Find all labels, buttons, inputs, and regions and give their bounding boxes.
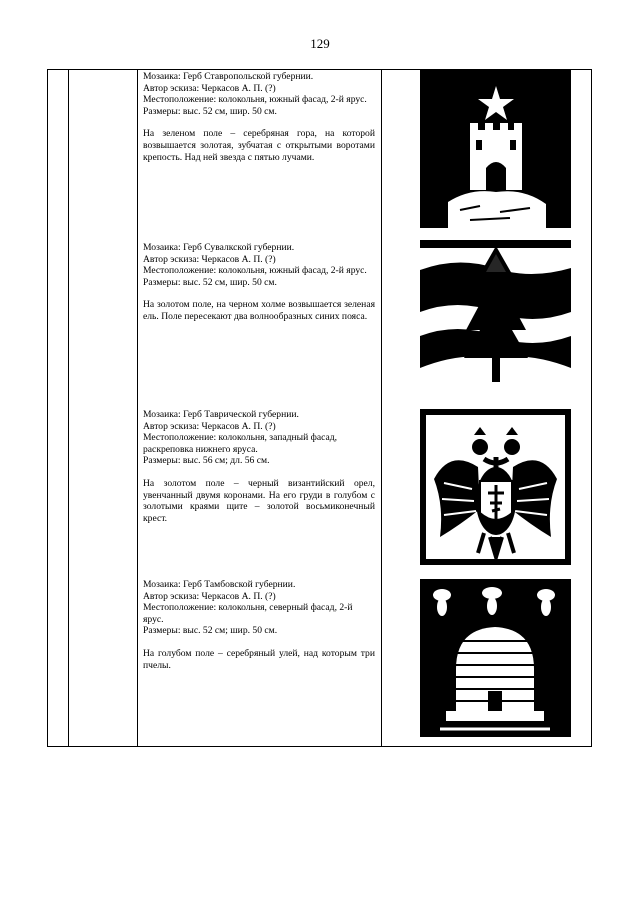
entry-description: На голубом поле – серебряный улей, над которым три пчелы. [143,647,375,671]
entry-description: На зеленом поле – серебряная гора, на которой возвышается золотая, зубчатая с открытыми воротами крепость. Над ней звезда с пятью лучами. [143,128,375,163]
entry-author: Автор эскиза: Черкасов А. П. (?) [143,420,276,432]
entry-size: Размеры: выс. 56 см; дл. 56 см. [143,455,270,467]
entry-size: Размеры: выс. 52 см, шир. 50 см. [143,276,277,288]
entry-title: Мозаика: Герб Тамбовской губернии. [143,579,296,590]
entry-author: Автор эскиза: Черкасов А. П. (?) [143,253,276,265]
tambov-coat-of-arms-icon [420,579,571,737]
catalog-entry [143,242,375,323]
column-divider [68,70,69,746]
page-number: 129 [310,36,330,51]
taurida-coat-of-arms-icon [420,409,571,565]
entry-title: Мозаика: Герб Ставропольской губернии. [143,71,314,82]
entry-location: Местоположение: колокольня, западный фасад, раскреповка нижнего яруса. [143,432,337,455]
entry-description: На золотом поле, на черном холме возвышается зеленая ель. Поле пересекают два волнообразных синих пояса. [143,299,375,322]
stavropol-coat-of-arms-icon [420,70,571,228]
entry-size: Размеры: выс. 52 см; шир. 50 см. [143,625,278,637]
entry-title: Мозаика: Герб Сувалкской губернии. [143,242,295,253]
catalog-entry [143,409,375,524]
entry-author: Автор эскиза: Черкасов А. П. (?) [143,82,276,94]
catalog-entry [143,71,375,163]
suwalki-coat-of-arms-icon [420,240,571,398]
entry-description: На золотом поле – черный византийский орел, увенчанный двумя коронами. На его груди в голубом с золотыми краями щите – золотой восьмиконечный крест. [143,477,375,524]
column-divider [137,70,138,746]
entry-location: Местоположение: колокольня, северный фасад, 2-й ярус. [143,602,353,625]
entry-size: Размеры: выс. 52 см, шир. 50 см. [143,105,277,117]
entry-location: Местоположение: колокольня, южный фасад, 2-й ярус. [143,94,367,106]
catalog-entry [143,579,375,671]
entry-location: Местоположение: колокольня, южный фасад, 2-й ярус. [143,265,367,277]
entry-title: Мозаика: Герб Таврической губернии. [143,409,299,420]
column-divider [381,70,382,746]
entry-author: Автор эскиза: Черкасов А. П. (?) [143,590,276,602]
